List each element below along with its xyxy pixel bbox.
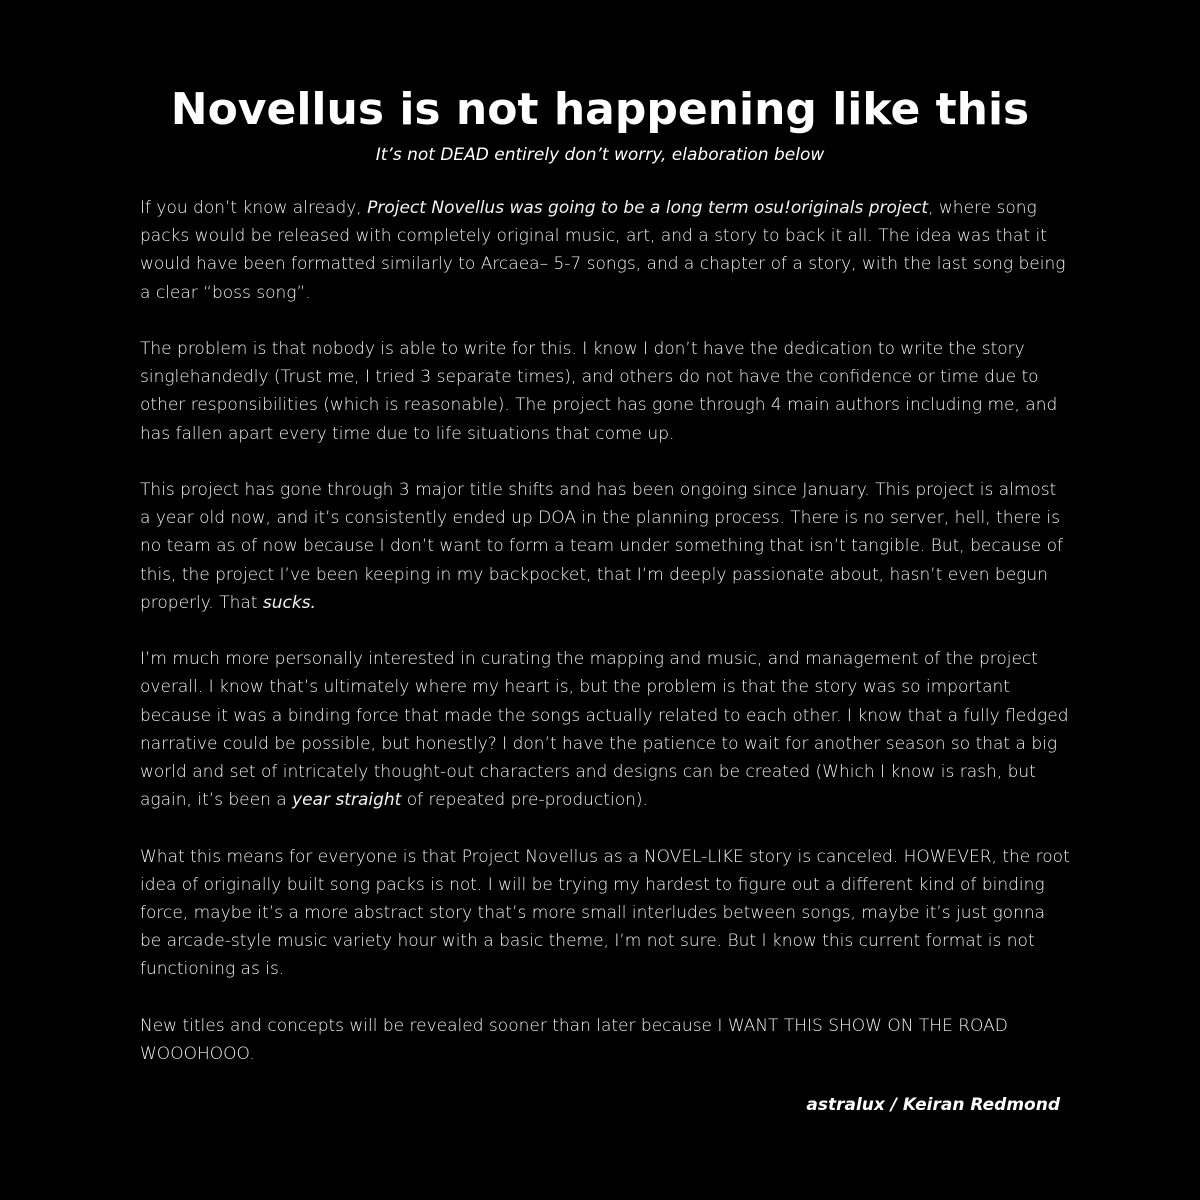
author-signature: astralux / Keiran Redmond	[806, 1095, 1060, 1115]
paragraph-history	[140, 476, 1070, 617]
paragraph-text: I’m much more personally interested in curating the mapping and music, and management of the project overall. I know that’s ultimately where my heart is, but the problem is that the story was so important because it was a binding force that made the songs actually related to each other. I know that a fully fledged narrative could be possible, but honestly? I don’t have the patience to wait for another season so that a big world and set of intricately thought-out characters and designs can be created (Which I know is rash, but again, it’s been a	[140, 649, 1069, 811]
page-subtitle: It’s not DEAD entirely don’t worry, elaboration below	[375, 145, 825, 165]
paragraph-emphasis: Project Novellus was going to be a long term osu!originals project	[367, 198, 929, 218]
paragraph-problem	[140, 335, 1070, 448]
paragraph-outcome	[140, 843, 1070, 984]
paragraph-text: What this means for everyone is that Project Novellus as a NOVEL-LIKE story is canceled. HOWEVER, the root idea of originally built song packs is not. I will be trying my hardest to figure out a different kind of binding force, maybe it’s a more abstract story that’s more small interludes between songs, maybe it’s just gonna be arcade-style music variety hour with a basic theme, I’m not sure. But I know this current format is not functioning as is.	[140, 846, 1070, 980]
paragraph-text: New titles and concepts will be revealed sooner than later because I WANT THIS SHOW ON THE ROAD WOOOHOOO.	[140, 1015, 1008, 1065]
paragraph-intro	[140, 194, 1070, 307]
page-title: Novellus is not happening like this	[170, 84, 1030, 135]
paragraph-text: The problem is that nobody is able to write for this. I know I don’t have the dedication to write the story singlehandedly (Trust me, I tried 3 separate times), and others do not have the confidence or time due to other responsibilities (which is reasonable). The project has gone through 4 main authors including me, and has fallen apart every time due to life situations that come up.	[140, 339, 1058, 444]
paragraph-text: of repeated pre-production).	[401, 790, 648, 811]
paragraph-text: If you don’t know already,	[140, 198, 368, 218]
paragraph-text: This project has gone through 3 major title shifts and has been ongoing since January. This project is almost a year old now, and it’s consistently ended up DOA in the planning process. There is no server, hell, there is no team as of now because I don’t want to form a team under something that isn’t tangible. But, because of this, the project I’ve been keeping in my backpocket, that I’m deeply passionate about, hasn’t even begun properly. That	[140, 480, 1064, 613]
paragraph-interests	[140, 645, 1070, 814]
paragraph-emphasis: sucks.	[262, 592, 316, 613]
paragraph-emphasis: year straight	[292, 790, 402, 811]
body-text	[140, 194, 1070, 1096]
paragraph-closing	[140, 1012, 1070, 1068]
paragraph-text: , where song packs would be released with completely original music, art, and a story to back it all. The idea was that it would have been formatted similarly to Arcaea– 5-7 songs, and a chapter of a story, with the last song being a clear “boss song”.	[140, 198, 1066, 303]
